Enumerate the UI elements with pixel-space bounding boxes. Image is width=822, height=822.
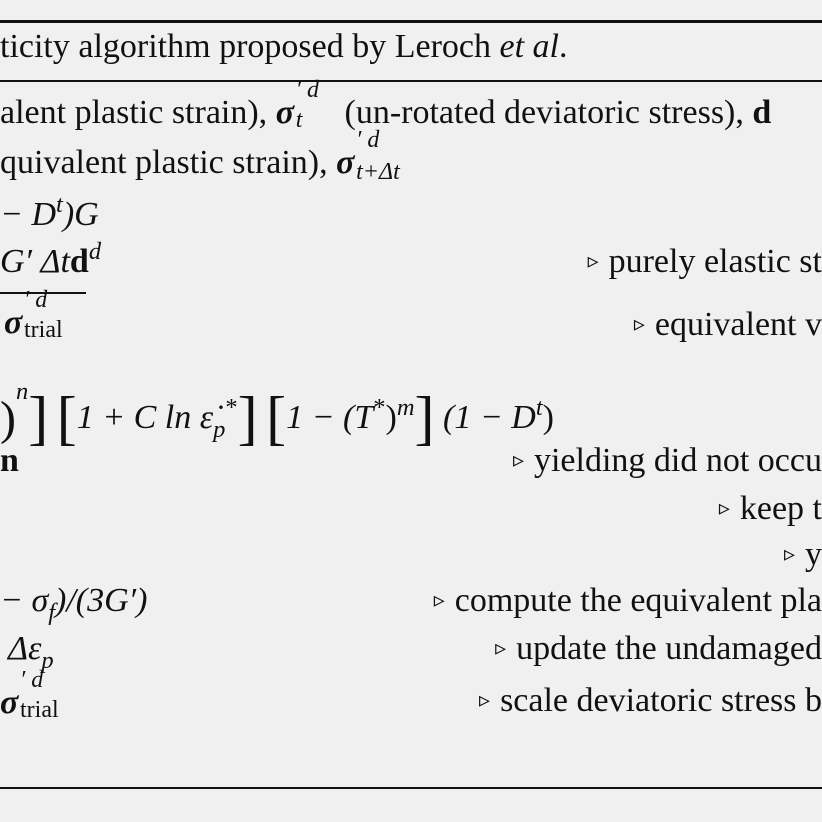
l7-comment: yielding did not occu [533, 442, 822, 479]
comment-7 [513, 444, 822, 478]
bracket-open-2: [ [266, 385, 287, 451]
comment-triangle-icon: ▹ [479, 687, 491, 712]
l6-e: (1 − D [443, 399, 536, 436]
line-4 [0, 237, 102, 280]
line-5 [4, 287, 63, 343]
bracket-close: ] [28, 385, 49, 451]
top-rule [0, 20, 822, 23]
l6-n: n [15, 377, 29, 405]
prime-d: ′ d [295, 77, 319, 103]
prime-d: ′ d [20, 667, 44, 693]
comment-triangle-icon: ▹ [433, 587, 445, 612]
comment-9 [784, 538, 822, 572]
comment-triangle-icon: ▹ [783, 541, 795, 566]
output-line-2 [0, 127, 400, 185]
l6-sub: p [213, 415, 226, 443]
l6-m: m [396, 393, 415, 421]
l5-comment: equivalent v [654, 306, 822, 343]
l6-b: 1 − (T [286, 399, 374, 436]
algorithm-caption [0, 30, 567, 64]
line-7 [0, 444, 19, 478]
sigma-tdt-symbol [336, 127, 400, 185]
sub-trial: trial [20, 697, 59, 723]
paren-close: ) [0, 392, 16, 445]
comment-12 [479, 684, 822, 718]
bracket-open: [ [56, 385, 77, 451]
line-11 [8, 630, 54, 674]
l10-sub: f [48, 598, 56, 626]
prime-d: ′ d [356, 127, 380, 153]
l1-bold-d: d [752, 94, 772, 131]
l2-text: quivalent plastic strain), [0, 144, 337, 181]
l6-f: t [535, 393, 543, 421]
sigma-trial-symbol-2 [0, 667, 59, 723]
sigma-t-symbol [275, 77, 319, 133]
l4-sup: d [88, 237, 102, 265]
l3-end: )G [62, 196, 99, 233]
sigma-glyph: σ [4, 304, 23, 341]
l4-comment: purely elastic st [608, 243, 822, 280]
l6-d: ) [385, 399, 397, 436]
l6-g: ) [542, 399, 554, 436]
comment-triangle-icon: ▹ [633, 311, 645, 336]
comment-10 [434, 584, 822, 618]
prime-d: ′ d [24, 287, 48, 313]
input-line-1 [0, 77, 772, 133]
l9-comment: y [805, 536, 822, 573]
comment-11 [495, 632, 822, 666]
bracket-close-2: ] [237, 385, 258, 451]
sub-tdt: t+Δt [356, 159, 400, 185]
l3-sup: t [56, 190, 63, 218]
l10-b: )/(3G′) [55, 582, 148, 619]
l11-a: Δε [8, 630, 42, 667]
comment-4 [588, 245, 822, 279]
comment-8 [719, 492, 822, 526]
comment-triangle-icon: ▹ [495, 635, 507, 660]
bracket-close-3: ] [414, 385, 435, 451]
l4-text: G′ Δt [0, 243, 70, 280]
sigma-glyph: σ [336, 144, 355, 181]
line-12 [0, 667, 59, 723]
l10-comment: compute the equivalent pla [454, 582, 822, 619]
l6-sup: * [225, 393, 238, 421]
l1-text: alent plastic strain), [0, 94, 276, 131]
l3-text: − D [0, 196, 56, 233]
l6-a: 1 + C ln ε̇ [76, 399, 214, 436]
l12-comment: scale deviatoric stress b [500, 682, 822, 719]
bottom-rule [0, 787, 822, 789]
sigma-glyph: σ [275, 94, 295, 131]
sigma-glyph: σ [0, 684, 19, 721]
caption-suffix: . [558, 28, 568, 65]
l6-c: * [373, 393, 386, 421]
l1-text-b: (un-rotated deviatoric stress), [336, 94, 753, 131]
l8-comment: keep t [739, 490, 822, 527]
comment-triangle-icon: ▹ [718, 495, 730, 520]
comment-triangle-icon: ▹ [587, 248, 599, 273]
l11-comment: update the undamaged [516, 630, 822, 667]
comment-triangle-icon: ▹ [512, 447, 524, 472]
l4-bold-d: d [69, 243, 89, 280]
l10-a: − σ [0, 582, 49, 619]
sub-t: t [295, 107, 303, 133]
caption-etal: et al [499, 28, 559, 65]
line-3 [0, 190, 99, 233]
l7-keyword: n [0, 442, 19, 479]
sigma-trial-symbol [4, 287, 63, 343]
line-10 [0, 582, 148, 626]
l11-sub: p [41, 646, 54, 674]
sub-trial: trial [24, 317, 63, 343]
header-rule [0, 80, 822, 82]
line-6 [0, 377, 554, 451]
caption-text: ticity algorithm proposed by Leroch [0, 28, 500, 65]
comment-5 [634, 308, 822, 342]
